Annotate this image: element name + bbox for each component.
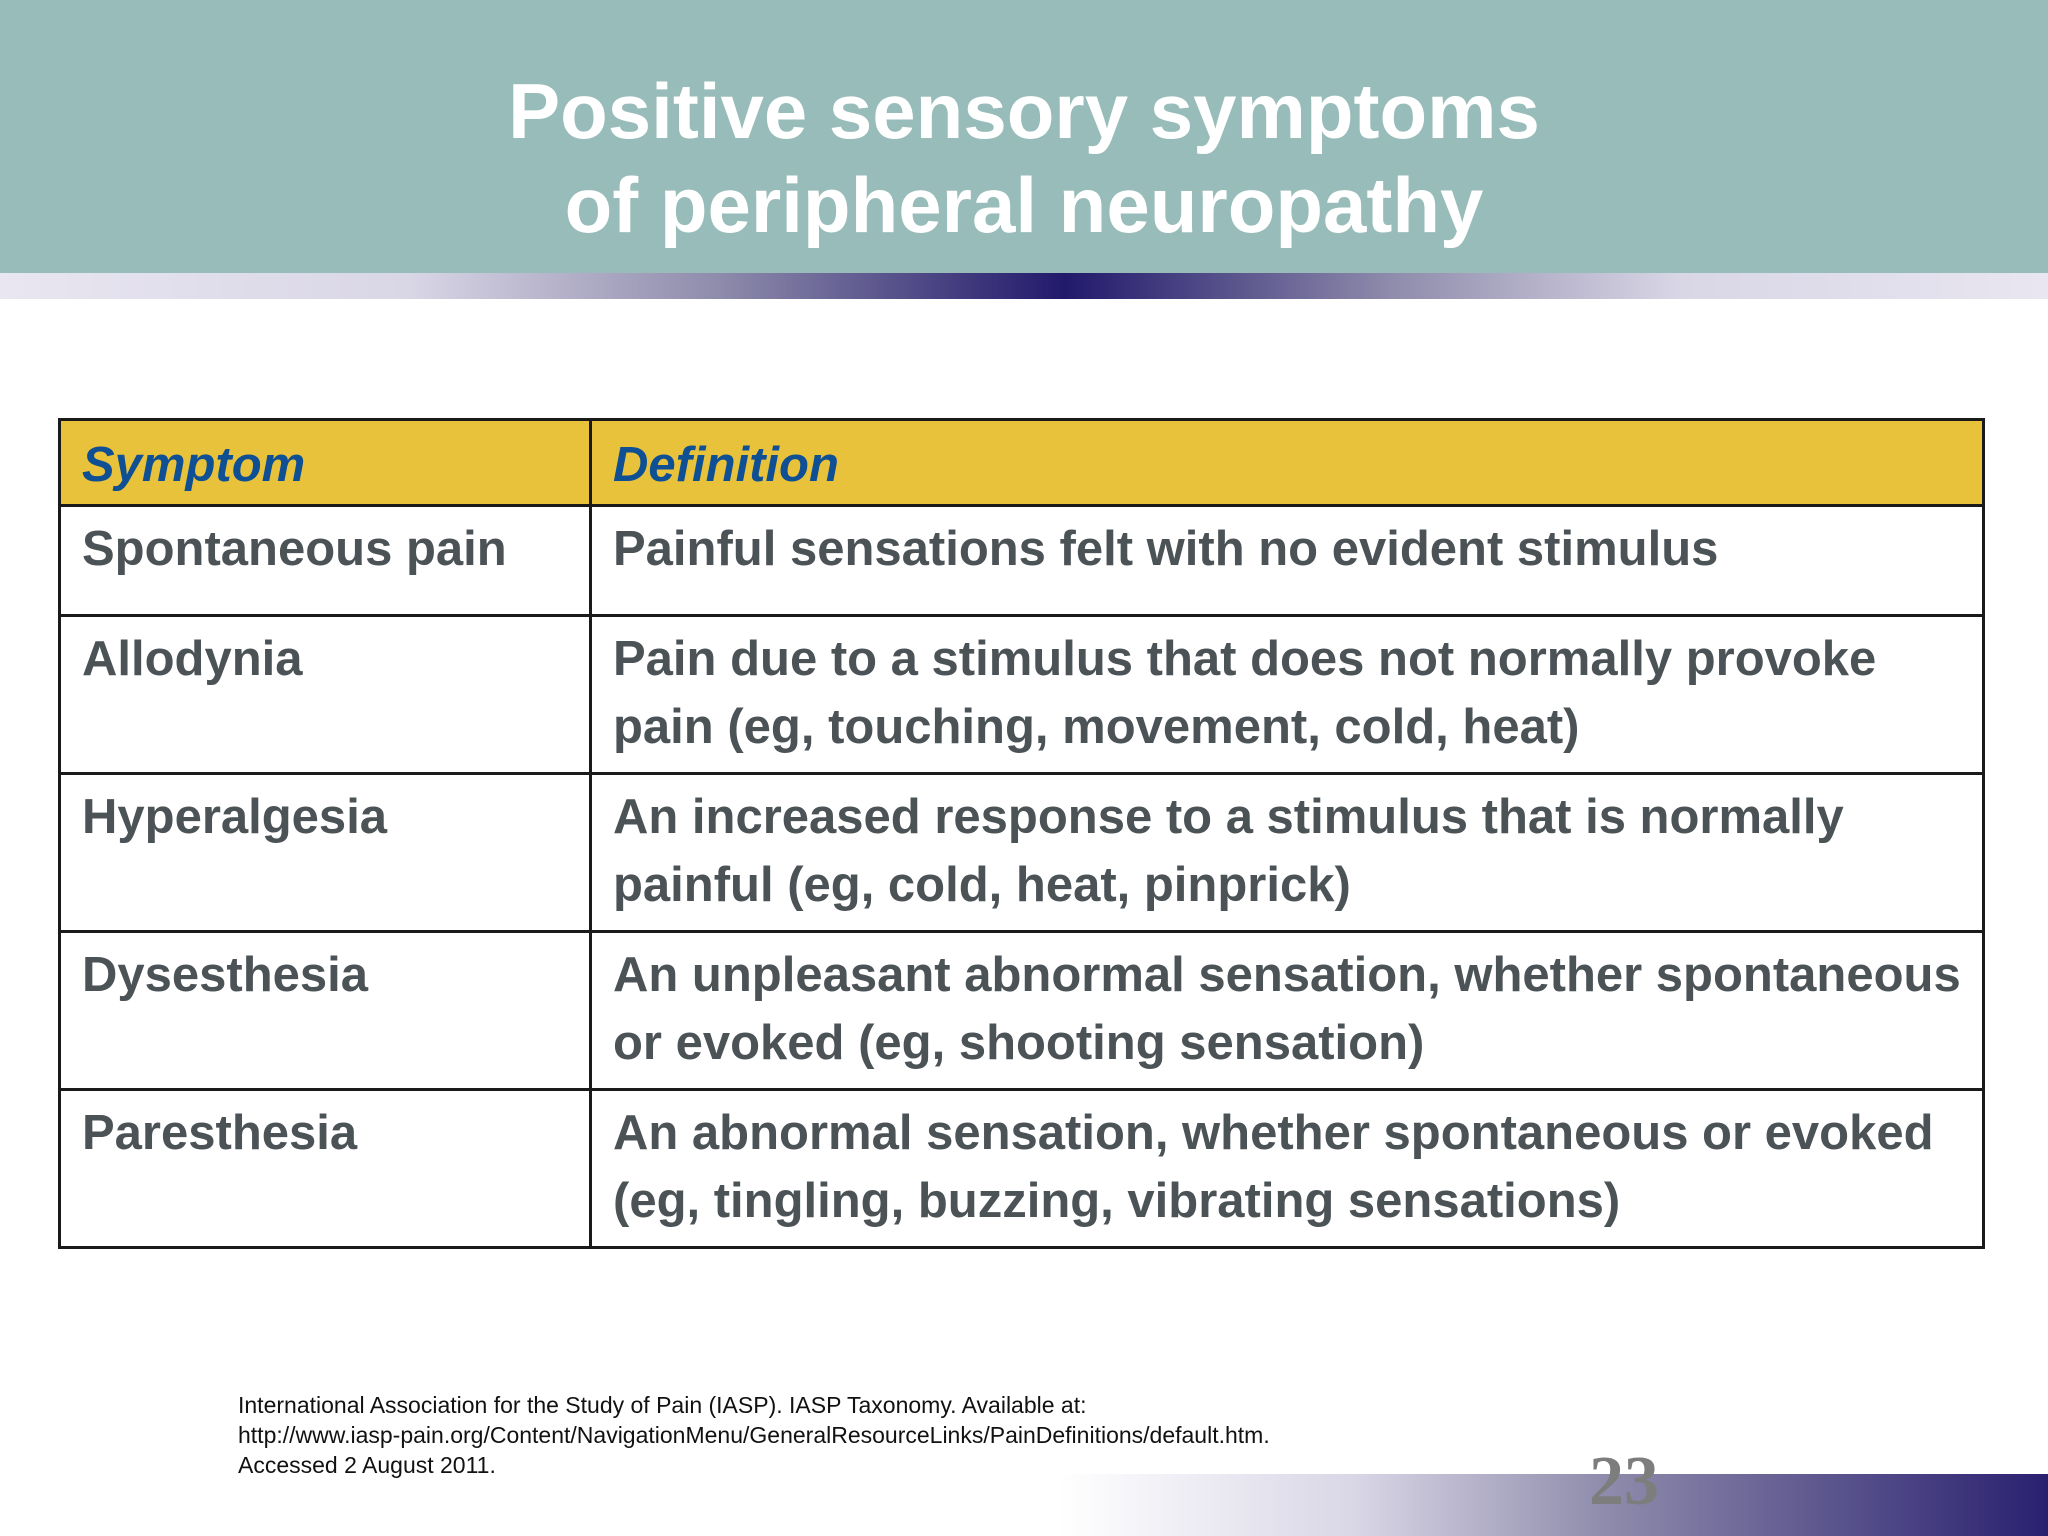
- table-row: [60, 1090, 1984, 1248]
- symptom-cell: Dysesthesia: [60, 932, 591, 1090]
- definition-cell: An abnormal sensation, whether spontaneous or evoked (eg, tingling, buzzing, vibrating sensations): [591, 1090, 1984, 1248]
- table-row: [60, 506, 1984, 616]
- definition-cell: Painful sensations felt with no evident stimulus: [591, 506, 1984, 616]
- symptom-cell: Paresthesia: [60, 1090, 591, 1248]
- definition-cell: An increased response to a stimulus that is normally painful (eg, cold, heat, pinprick): [591, 774, 1984, 932]
- header-definition: Definition: [591, 420, 1984, 506]
- table-header-row: [60, 420, 1984, 506]
- citation-line-3: Accessed 2 August 2011.: [238, 1452, 496, 1478]
- table-row: [60, 616, 1984, 774]
- table-row: [60, 774, 1984, 932]
- citation: [238, 1390, 1270, 1480]
- slide-title: [0, 64, 2048, 252]
- definition-cell: An unpleasant abnormal sensation, whether spontaneous or evoked (eg, shooting sensation): [591, 932, 1984, 1090]
- title-gradient-divider: [0, 273, 2048, 299]
- citation-line-2: http://www.iasp-pain.org/Content/NavigationMenu/GeneralResourceLinks/PainDefinitions/default.htm.: [238, 1422, 1270, 1448]
- symptom-cell: Spontaneous pain: [60, 506, 591, 616]
- page-number: 23: [1589, 1443, 1659, 1520]
- table-row: [60, 932, 1984, 1090]
- slide-title-line-1: Positive sensory symptoms: [508, 67, 1540, 155]
- symptom-cell: Allodynia: [60, 616, 591, 774]
- header-symptom: Symptom: [60, 420, 591, 506]
- symptom-cell: Hyperalgesia: [60, 774, 591, 932]
- footer-gradient-bar: [1060, 1474, 2048, 1536]
- definition-cell: Pain due to a stimulus that does not normally provoke pain (eg, touching, movement, cold, heat): [591, 616, 1984, 774]
- citation-line-1: International Association for the Study of Pain (IASP). IASP Taxonomy. Available at:: [238, 1392, 1087, 1418]
- slide-title-line-2: of peripheral neuropathy: [564, 161, 1484, 249]
- symptom-table: [58, 418, 1982, 1249]
